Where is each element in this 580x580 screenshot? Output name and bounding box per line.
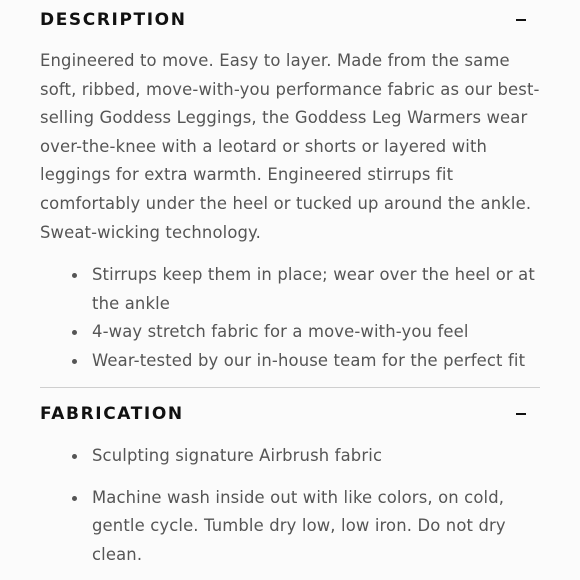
list-item <box>40 442 540 471</box>
fabrication-bullet-list <box>40 442 540 569</box>
description-collapse-button[interactable] <box>516 19 526 29</box>
description-header[interactable] <box>40 0 540 40</box>
description-section <box>40 0 540 370</box>
bullet-dot-icon <box>72 330 77 335</box>
list-item <box>40 261 540 318</box>
bullet-dot-icon <box>72 273 77 278</box>
description-bullet-list <box>40 261 540 375</box>
list-item <box>40 484 540 570</box>
fabrication-title: FABRICATION <box>40 404 184 424</box>
description-body: Engineered to move. Easy to layer. Made from the same soft, ribbed, move-with-you performance fabric as our best-selling Goddess Leggings, the Goddess Leg Warmers wear over-the-knee with a leotard or shorts or layered with leggings for extra warmth. Engineered stirrups fit comfortably under the heel or tucked up around the ankle. Sweat-wicking technology. <box>40 51 540 242</box>
bullet-text: Stirrups keep them in place; wear over the heel or at the ankle <box>92 265 535 313</box>
minus-icon <box>516 19 526 21</box>
bullet-dot-icon <box>72 359 77 364</box>
fabrication-collapse-button[interactable] <box>516 413 526 423</box>
bullet-dot-icon <box>72 454 77 459</box>
fabrication-section <box>40 394 540 434</box>
bullet-text: Wear-tested by our in-house team for the perfect fit <box>92 350 526 370</box>
list-item <box>40 318 540 347</box>
section-divider <box>40 387 540 388</box>
list-item <box>40 347 540 376</box>
minus-icon <box>516 413 526 415</box>
bullet-text: Sculpting signature Airbrush fabric <box>92 446 383 465</box>
description-title: DESCRIPTION <box>40 10 187 30</box>
fabrication-header[interactable] <box>40 394 540 434</box>
bullet-dot-icon <box>72 496 77 501</box>
bullet-text: 4-way stretch fabric for a move-with-you feel <box>92 322 469 342</box>
bullet-text: Machine wash inside out with like colors, on cold, gentle cycle. Tumble dry low, low iron. Do not dry clean. <box>92 487 506 564</box>
